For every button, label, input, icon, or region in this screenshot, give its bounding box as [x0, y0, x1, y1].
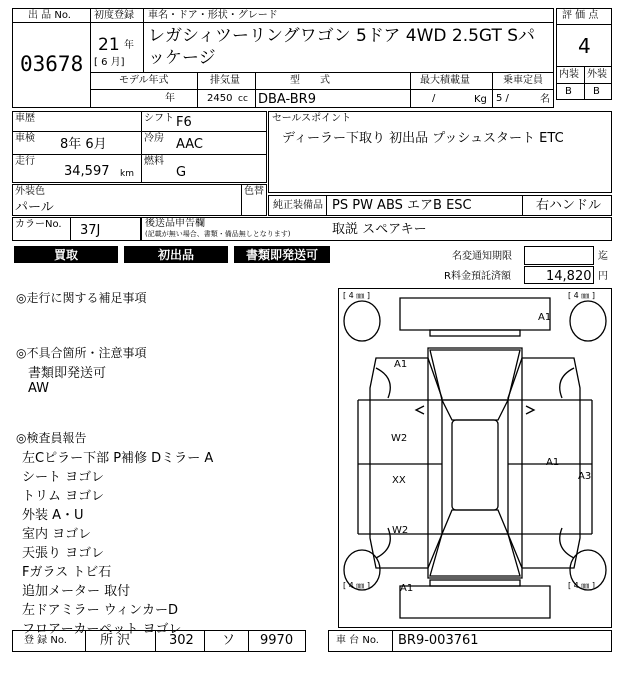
name-change-label: 名変通知期限 — [452, 251, 512, 262]
mileage-value: 34,597 — [64, 164, 110, 179]
mileage-unit: km — [120, 169, 134, 179]
ac-label: 冷房 — [144, 133, 164, 144]
tire-front-right: [ 4 ㎜ ] — [568, 291, 595, 300]
first-reg-label: 初度登録 — [94, 10, 134, 21]
fuel-label: 燃料 — [144, 156, 164, 167]
damage-mark: W2 — [392, 525, 409, 536]
repaint-label: 色替 — [244, 186, 264, 197]
capacity-label: 乗車定員 — [503, 75, 543, 86]
car-diagram — [338, 288, 612, 628]
inspector-line: 追加メーター 取付 — [22, 584, 131, 599]
defect-line: AW — [28, 381, 50, 396]
shift-value: F6 — [176, 115, 192, 130]
right-side — [508, 358, 580, 568]
model-line1: レガシィツーリングワゴン 5ドア 4WD 2.5GT Sパ — [148, 26, 536, 46]
windshield — [442, 400, 508, 420]
mirror-right — [526, 406, 534, 414]
damage-mark: A1 — [538, 312, 552, 323]
capacity-value: 5 / — [496, 93, 509, 104]
aftermarket-label: 後送品申告欄 — [145, 218, 205, 229]
exterior-label: 外装 — [587, 69, 607, 80]
registration-number: 9970 — [260, 633, 294, 648]
color-no-label: カラーNo. — [15, 219, 62, 230]
details-table — [12, 111, 267, 183]
tire-rear-left: [ 4 ㎜ ] — [343, 581, 370, 590]
front-bumper — [400, 298, 550, 330]
model-year-unit: 年 — [165, 93, 175, 104]
displacement-unit: cc — [238, 94, 248, 104]
rear-window — [442, 510, 508, 534]
damage-mark: W2 — [391, 433, 408, 444]
sales-point-label: セールスポイント — [272, 113, 352, 124]
inspector-line: 室内 ヨゴレ — [22, 527, 92, 542]
max-load-unit: Kg — [474, 94, 487, 105]
grade-label: 評 価 点 — [562, 10, 599, 21]
wheel-front-left — [344, 301, 380, 341]
fuel-value: G — [176, 165, 187, 180]
interior-grade: B — [565, 86, 572, 97]
shift-label: シフト — [144, 113, 174, 124]
first-reg-year: 21 — [98, 35, 120, 55]
registration-class: 302 — [169, 633, 194, 648]
registration-kana: ソ — [222, 633, 236, 648]
chassis-value: BR9-003761 — [398, 633, 479, 648]
trunk — [430, 534, 520, 576]
aftermarket-note: (記載が無い場合、書類・備品無しとなります) — [145, 230, 291, 238]
badge-docs-ready: 書類即発送可 — [234, 246, 330, 263]
wheel-front-right — [570, 301, 606, 341]
inspection-value: 8年 6月 — [60, 137, 107, 152]
inspector-line: 天張り ヨゴレ — [22, 546, 105, 561]
damage-mark: A1 — [394, 359, 408, 370]
type-label: 型 式 — [290, 75, 330, 86]
name-change-field — [524, 246, 594, 265]
first-reg-year-unit: 年 — [124, 40, 134, 51]
inspector-line: 左ドアミラー ウィンカーD — [22, 603, 178, 618]
equipment-value: PS PW ABS エアB ESC — [332, 198, 472, 213]
damage-mark: A3 — [578, 471, 592, 482]
recycle-unit: 円 — [598, 271, 608, 282]
inspector-line: Fガラス トビ石 — [22, 565, 112, 580]
capacity-unit: 名 — [540, 94, 550, 105]
name-change-unit: 迄 — [598, 251, 608, 262]
inspector-title: ◎検査員報告 — [16, 431, 87, 445]
history-label: 車歴 — [15, 113, 35, 124]
exterior-grade: B — [593, 86, 600, 97]
model-line2: ッケージ — [148, 48, 216, 68]
damage-mark: XX — [392, 475, 406, 486]
ac-value: AAC — [176, 137, 203, 152]
hood — [430, 350, 520, 400]
lot-no-label: 出 品 No. — [28, 10, 71, 21]
lot-no: 03678 — [20, 52, 84, 76]
mileage-label: 走行 — [15, 156, 35, 167]
rear-bumper — [400, 583, 550, 618]
type-value: DBA-BR9 — [258, 92, 316, 107]
recycle-value: 14,820 — [546, 269, 592, 284]
steering-value: 右ハンドル — [536, 198, 602, 213]
damage-mark: A1 — [546, 457, 560, 468]
equipment-label: 純正装備品 — [273, 200, 323, 211]
exterior-color-value: パール — [15, 200, 54, 215]
displacement-label: 排気量 — [210, 75, 240, 86]
badge-buyout: 買取 — [14, 246, 118, 263]
sales-point-value: ディーラー下取り 初出品 プッシュスタート ETC — [282, 131, 564, 146]
roof — [452, 420, 498, 510]
interior-label: 内装 — [559, 69, 579, 80]
registration-label: 登 録 No. — [24, 635, 67, 646]
inspection-label: 車検 — [15, 133, 35, 144]
inspector-line: 左Cピラー下部 P補修 Dミラー A — [22, 451, 214, 466]
defect-line: 書類即発送可 — [28, 366, 107, 381]
model-year-label: モデル年式 — [119, 75, 169, 86]
max-load-value: / — [432, 93, 436, 104]
first-reg-month: [ 6 月] — [94, 57, 125, 68]
driving-notes-title: ◎走行に関する補足事項 — [16, 291, 147, 305]
recycle-label: R料金預託済額 — [444, 271, 511, 282]
aftermarket-value: 取説 スペアキー — [332, 222, 427, 237]
inspector-line: トリム ヨゴレ — [22, 489, 105, 504]
exterior-color-label: 外装色 — [15, 186, 45, 197]
damage-mark: A1 — [400, 583, 414, 594]
inspector-line: 外装 A・U — [22, 508, 84, 523]
inspector-line: フロアーカーペット ヨゴレ — [22, 622, 182, 637]
registration-area: 所 沢 — [100, 633, 131, 648]
max-load-label: 最大積載量 — [420, 75, 470, 86]
inspector-line: シート ヨゴレ — [22, 470, 105, 485]
left-side — [370, 358, 442, 568]
tire-rear-right: [ 4 ㎜ ] — [568, 581, 595, 590]
displacement-value: 2450 — [207, 93, 233, 104]
mirror-left — [416, 406, 424, 414]
defects-title: ◎不具合箇所・注意事項 — [16, 346, 147, 360]
model-label: 車名・ドア・形状・グレード — [148, 10, 278, 21]
color-no-value: 37J — [80, 223, 101, 238]
badge-first-listing: 初出品 — [124, 246, 228, 263]
chassis-label: 車 台 No. — [336, 635, 379, 646]
grade-value: 4 — [578, 34, 591, 58]
tire-front-left: [ 4 ㎜ ] — [343, 291, 370, 300]
